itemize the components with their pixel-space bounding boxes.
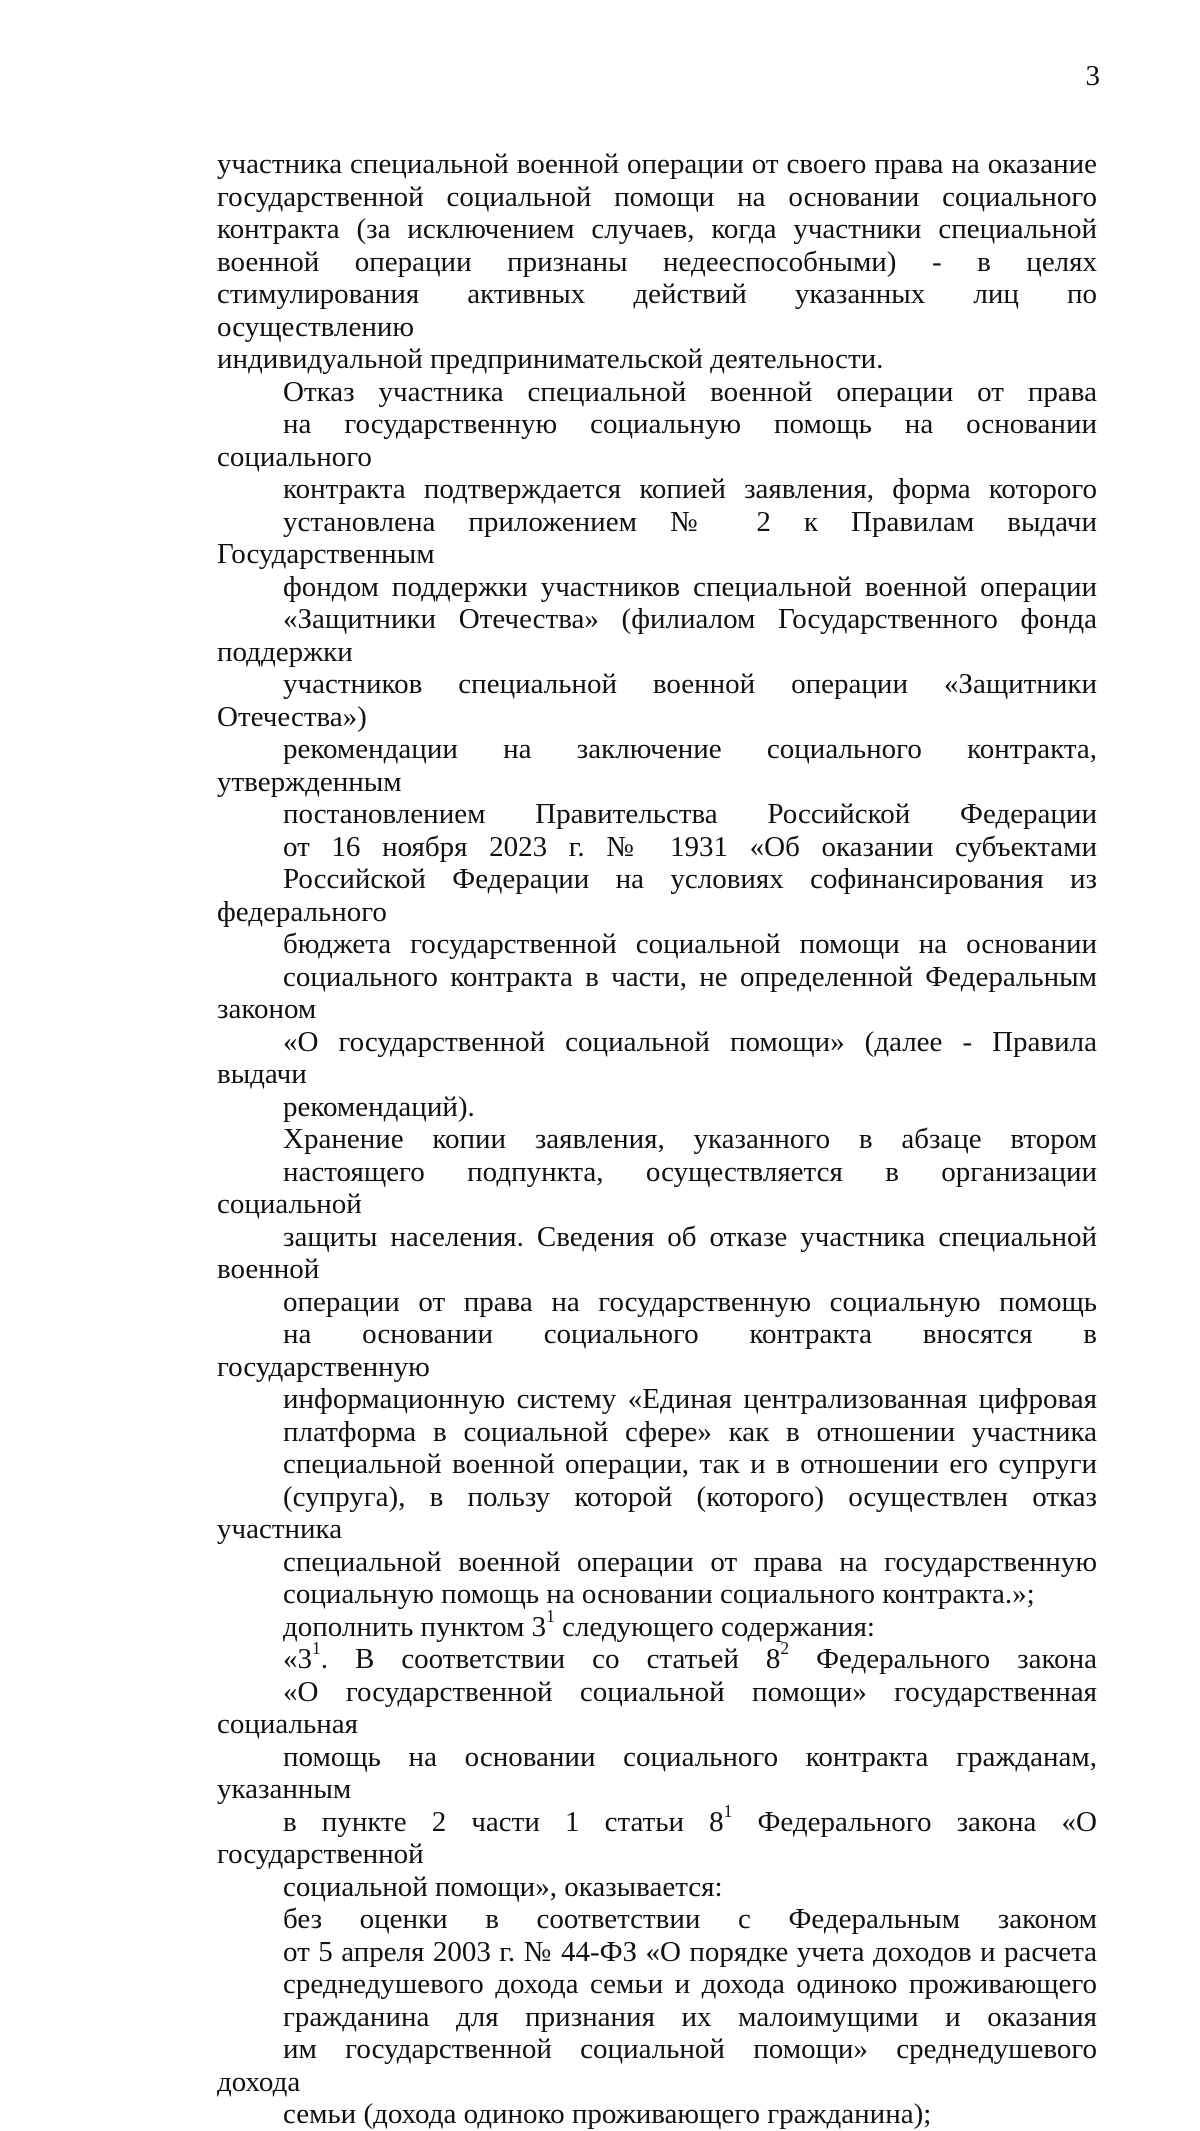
- text-segment: . В соответствии со статьей 8: [320, 1643, 781, 1675]
- text-line: участников специальной военной операции «Защитники Отечества»): [217, 668, 1097, 733]
- text-line: рекомендаций).: [283, 1090, 475, 1123]
- paragraph: [217, 148, 1097, 376]
- text-line: защиты населения. Сведения об отказе участника специальной военной: [217, 1220, 1097, 1285]
- text-line: помощь на основании социального контракта гражданам, указанным: [217, 1740, 1097, 1805]
- text-segment: следующего содержания:: [554, 1610, 875, 1643]
- text-segment: в пункте 2 части 1 статьи 8: [283, 1805, 724, 1838]
- paragraph: [217, 1123, 1097, 1611]
- text-line: им государственной социальной помощи» среднедушевого дохода: [217, 2033, 1097, 2098]
- text-line: гражданина для признания их малоимущими и оказания: [283, 2000, 1097, 2033]
- text-line: информационную систему «Единая централизованная цифровая: [283, 1383, 1097, 1415]
- text-line: социальной помощи», оказывается:: [283, 1870, 723, 1903]
- text-line: [217, 1605, 1097, 1644]
- text-line: «О государственной социальной помощи» государственная социальная: [217, 1675, 1097, 1740]
- text-line: контракта (за исключением случаев, когда участники специальной: [217, 213, 1097, 245]
- document-body: [217, 148, 1097, 2131]
- superscript-index: 1: [723, 1800, 733, 1821]
- text-segment: Федерального закона «О государственной: [217, 1805, 1097, 1870]
- text-line: на государственную социальную помощь на основании социального: [217, 408, 1097, 473]
- text-line: стимулирования активных действий указанных лиц по осуществлению: [217, 278, 1097, 343]
- text-line: «Защитники Отечества» (филиалом Государственного фонда поддержки: [217, 603, 1097, 668]
- text-line: участника специальной военной операции от своего права на оказание: [217, 148, 1097, 180]
- paragraph: [217, 1605, 1097, 1644]
- text-line: настоящего подпункта, осуществляется в организации социальной: [217, 1155, 1097, 1220]
- paragraph: [217, 376, 1097, 1124]
- text-line: контракта подтверждается копией заявления, форма которого: [283, 473, 1097, 505]
- text-line: постановлением Правительства Российской Федерации: [283, 798, 1097, 830]
- text-line: социального контракта в части, не определенной Федеральным законом: [217, 960, 1097, 1025]
- text-line: от 5 апреля 2003 г. № 44-ФЗ «О порядке учета доходов и расчета: [283, 1935, 1097, 1968]
- superscript-index: 2: [780, 1638, 790, 1659]
- text-segment: Федерального закона: [789, 1643, 1097, 1675]
- paragraph: [217, 1903, 1097, 2131]
- text-line: специальной военной операции от права на государственную: [283, 1545, 1097, 1578]
- superscript-index: 1: [312, 1638, 321, 1659]
- text-segment: дополнить пунктом 3: [283, 1610, 547, 1643]
- superscript-index: 1: [546, 1605, 555, 1626]
- text-line: «О государственной социальной помощи» (далее - Правила выдачи: [217, 1025, 1097, 1090]
- text-line: [217, 1800, 1097, 1871]
- text-line: Отказ участника специальной военной операции от права: [283, 375, 1097, 408]
- text-line: индивидуальной предпринимательской деятельности.: [217, 343, 884, 375]
- text-line: установлена приложением № 2 к Правилам выдачи Государственным: [217, 505, 1097, 570]
- text-line: от 16 ноября 2023 г. № 1931 «Об оказании субъектами: [283, 830, 1097, 863]
- text-line: на основании социального контракта вносятся в государственную: [217, 1318, 1097, 1383]
- text-line: (супруга), в пользу которой (которого) осуществлен отказ участника: [217, 1480, 1097, 1545]
- text-line: специальной военной операции, так и в отношении его супруги: [283, 1448, 1097, 1480]
- text-line: военной операции признаны недееспособными) - в целях: [217, 245, 1097, 278]
- text-line: Российской Федерации на условиях софинансирования из федерального: [217, 863, 1097, 928]
- text-line: операции от права на государственную социальную помощь: [283, 1285, 1097, 1318]
- text-line: социальную помощь на основании социального контракта.»;: [283, 1578, 1035, 1610]
- text-line: бюджета государственной социальной помощи на основании: [283, 928, 1097, 960]
- paragraph: [217, 1638, 1097, 1903]
- text-line: среднедушевого дохода семьи и дохода одиноко проживающего: [283, 1968, 1097, 2000]
- text-line: семьи (дохода одиноко проживающего гражданина);: [283, 2098, 932, 2130]
- page-number: 3: [1085, 60, 1100, 92]
- text-line: Хранение копии заявления, указанного в абзаце втором: [283, 1123, 1097, 1155]
- text-line: государственной социальной помощи на основании социального: [217, 180, 1097, 213]
- text-line: без оценки в соответствии с Федеральным законом: [283, 1903, 1097, 1935]
- text-line: рекомендации на заключение социального контракта, утвержденным: [217, 733, 1097, 798]
- text-line: [217, 1638, 1097, 1676]
- text-segment: «3: [283, 1643, 312, 1675]
- text-line: фондом поддержки участников специальной военной операции: [283, 570, 1097, 603]
- text-line: платформа в социальной сфере» как в отношении участника: [283, 1415, 1097, 1448]
